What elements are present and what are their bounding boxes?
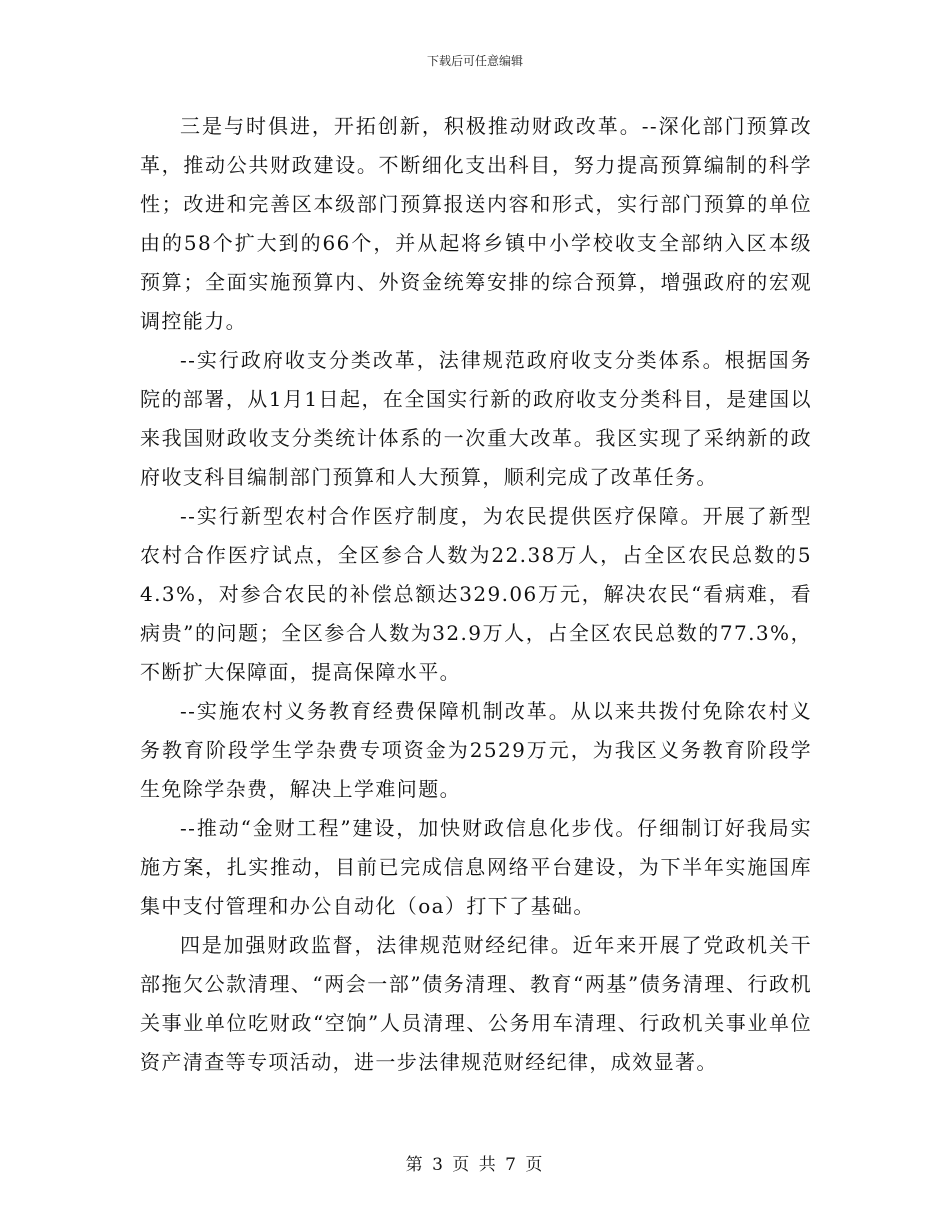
paragraph-fiscal-reform: 三是与时俱进，开拓创新，积极推动财政改革。--深化部门预算改革，推动公共财政建设。不断细化支出科目，努力提高预算编制的科学性；改进和完善区本级部门预算报送内容和形式，实行部门预算的单位由的58个扩大到的66个，并从起将乡镇中小学校收支全部纳入区本级预算；全面实施预算内、外资金统筹安排的综合预算，增强政府的宏观调控能力。 (140, 114, 812, 333)
page-header-note: 下载后可任意编辑 (426, 54, 523, 68)
document-body (140, 107, 812, 1082)
page-number: 第 3 页 共 7 页 (405, 1155, 545, 1175)
paragraph-fiscal-supervision: 四是加强财政监督，法律规范财经纪律。近年来开展了党政机关干部拖欠公款清理、“两会一部”债务清理、教育“两基”债务清理、行政机关事业单位吃财政“空饷”人员清理、公务用车清理、行政机关事业单位资产清查等专项活动，进一步法律规范财经纪律，成效显著。 (140, 933, 812, 1074)
paragraph-golden-finance: --推动“金财工程”建设，加快财政信息化步伐。仔细制订好我局实施方案，扎实推动，目前已完成信息网络平台建设，为下半年实施国库集中支付管理和办公自动化（oa）打下了基础。 (140, 816, 812, 918)
paragraph-revenue-classification: --实行政府收支分类改革，法律规范政府收支分类体系。根据国务院的部署，从1月1日起，在全国实行新的政府收支分类科目，是建国以来我国财政收支分类统计体系的一次重大改革。我区实现了采纳新的政府收支科目编制部门预算和人大预算，顺利完成了改革任务。 (140, 348, 812, 489)
paragraph-rural-medical: --实行新型农村合作医疗制度，为农民提供医疗保障。开展了新型农村合作医疗试点，全区参合人数为22.38万人，占全区农民总数的54.3%，对参合农民的补偿总额达329.06万元，解决农民“看病难，看病贵”的问题；全区参合人数为32.9万人，占全区农民总数的77.3%，不断扩大保障面，提高保障水平。 (140, 504, 812, 684)
paragraph-rural-education: --实施农村义务教育经费保障机制改革。从以来共拨付免除农村义务教育阶段学生学杂费专项资金为2529万元，为我区义务教育阶段学生免除学杂费，解决上学难问题。 (140, 699, 812, 801)
